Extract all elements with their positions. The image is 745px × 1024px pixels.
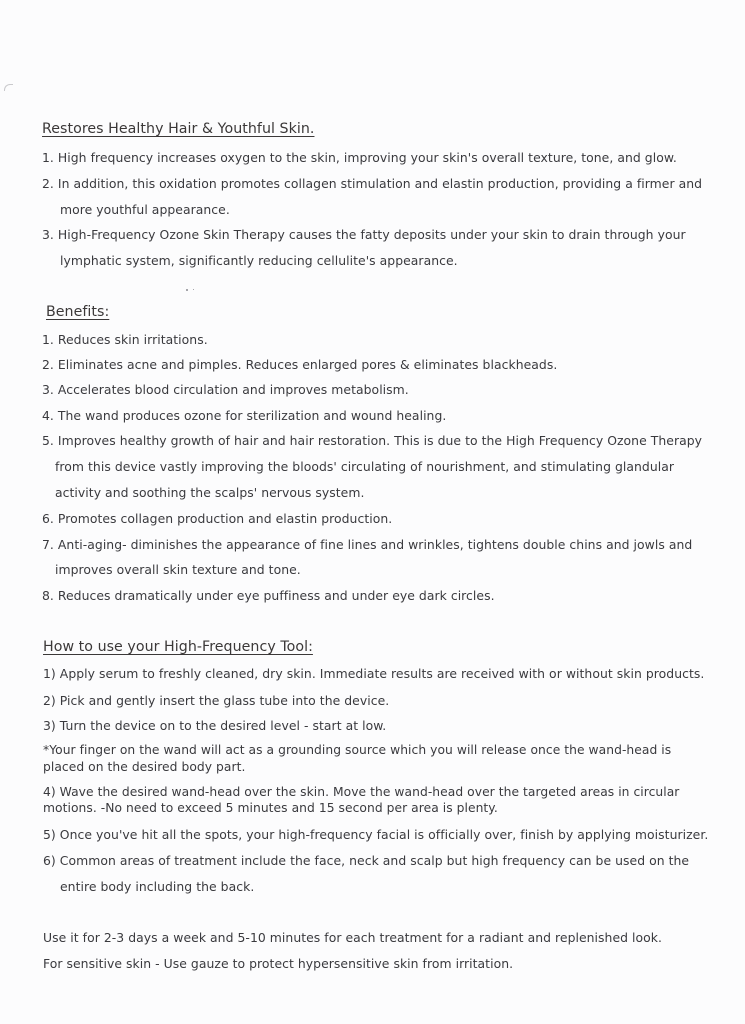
instruction-line: entire body including the back.: [60, 879, 255, 894]
benefit-line: improves overall skin texture and tone.: [55, 562, 301, 577]
instruction-line: 3) Turn the device on to the desired level - start at low.: [43, 718, 387, 733]
instruction-line: motions. -No need to exceed 5 minutes and 15 second per area is plenty.: [43, 801, 498, 815]
restores-line: 1. High frequency increases oxygen to the skin, improving your skin's overall texture, tone, and glow.: [42, 150, 677, 165]
instruction-line: 1) Apply serum to freshly cleaned, dry skin. Immediate results are received with or without skin products.: [43, 666, 705, 681]
restores-line: 3. High-Frequency Ozone Skin Therapy causes the fatty deposits under your skin to drain through your: [42, 227, 686, 242]
paper-speck: [193, 289, 194, 290]
usage-note: For sensitive skin - Use gauze to protect hypersensitive skin from irritation.: [43, 956, 514, 971]
benefit-line: 2. Eliminates acne and pimples. Reduces enlarged pores & eliminates blackheads.: [42, 357, 558, 372]
restores-line: 2. In addition, this oxidation promotes collagen stimulation and elastin production, providing a firmer and: [42, 176, 703, 191]
benefit-line: 6. Promotes collagen production and elastin production.: [42, 511, 393, 526]
benefit-line: 3. Accelerates blood circulation and improves metabolism.: [42, 382, 409, 397]
restores-line: more youthful appearance.: [60, 202, 230, 217]
section-heading-how-to-use: How to use your High-Frequency Tool:: [43, 639, 313, 655]
instruction-line: placed on the desired body part.: [43, 760, 246, 774]
benefit-line: activity and soothing the scalps' nervous system.: [55, 485, 365, 500]
paper-crease-mark: [4, 84, 13, 91]
benefit-line: 4. The wand produces ozone for sterilization and wound healing.: [42, 408, 447, 423]
benefit-line: 1. Reduces skin irritations.: [42, 332, 208, 347]
benefit-line: from this device vastly improving the bloods' circulating of nourishment, and stimulating glandular: [55, 459, 675, 474]
restores-line: lymphatic system, significantly reducing cellulite's appearance.: [60, 253, 458, 268]
benefit-line: 8. Reduces dramatically under eye puffiness and under eye dark circles.: [42, 588, 495, 603]
usage-note: Use it for 2-3 days a week and 5-10 minutes for each treatment for a radiant and replenished look.: [43, 930, 663, 945]
instruction-line: 4) Wave the desired wand-head over the skin. Move the wand-head over the targeted areas in circular: [43, 785, 680, 799]
section-heading-benefits: Benefits:: [46, 304, 110, 320]
instruction-line: 5) Once you've hit all the spots, your high-frequency facial is officially over, finish by applying moisturizer.: [43, 827, 709, 842]
instruction-line: *Your finger on the wand will act as a grounding source which you will release once the wand-head is: [43, 743, 672, 757]
paper-speck: [186, 289, 188, 291]
instruction-line: 2) Pick and gently insert the glass tube into the device.: [43, 693, 390, 708]
benefit-line: 5. Improves healthy growth of hair and hair restoration. This is due to the High Frequency Ozone Therapy: [42, 433, 703, 448]
section-heading-restores: Restores Healthy Hair & Youthful Skin.: [42, 121, 315, 137]
benefit-line: 7. Anti-aging- diminishes the appearance of fine lines and wrinkles, tightens double chins and jowls and: [42, 537, 693, 552]
instruction-line: 6) Common areas of treatment include the face, neck and scalp but high frequency can be used on the: [43, 853, 690, 868]
